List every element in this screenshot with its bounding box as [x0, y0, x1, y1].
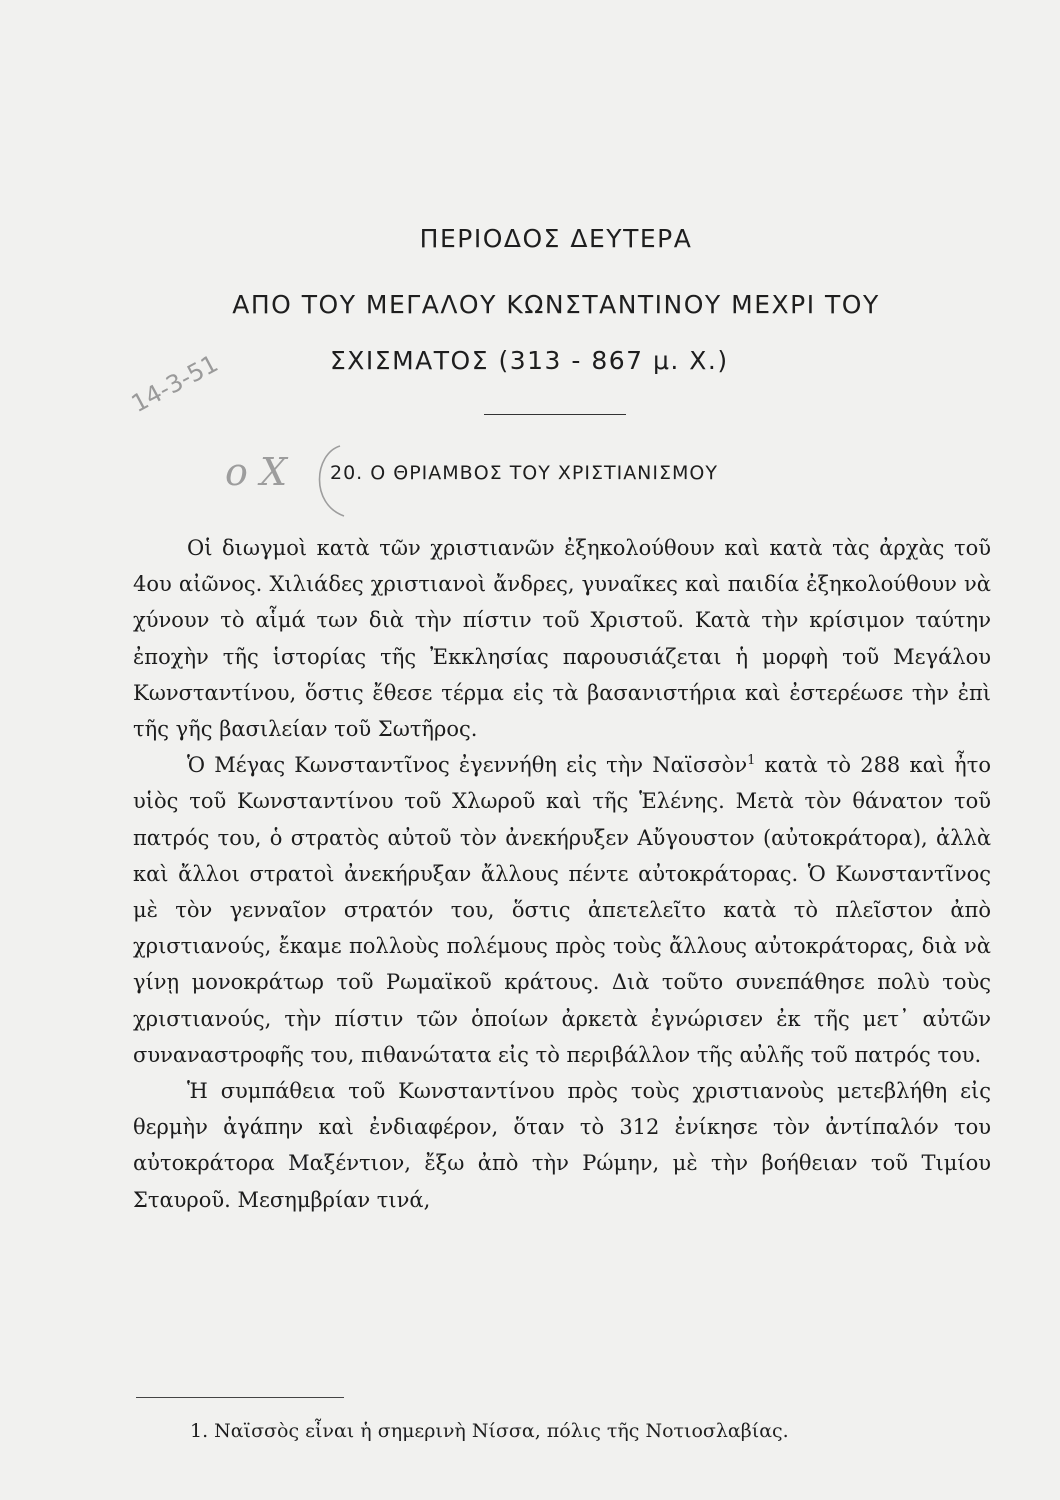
body-text — [133, 530, 991, 1218]
section-heading: 20. Ο ΘΡΙΑΜΒΟΣ ΤΟΥ ΧΡΙΣΤΙΑΝΙΣΜΟΥ — [330, 462, 718, 484]
pencil-date-annotation: 14-3-51 — [126, 349, 223, 418]
paragraph-1: Οἱ διωγμοὶ κατὰ τῶν χριστιανῶν ἐξηκολούθουν καὶ κατὰ τὰς ἀρχὰς τοῦ 4ου αἰῶνος. Χιλιάδες χριστιανοὶ ἄνδρες, γυναῖκες καὶ παιδία ἐξηκολούθουν νὰ χύνουν τὸ αἷμά των διὰ τὴν πίστιν τοῦ Χριστοῦ. Κατὰ τὴν κρίσιμον ταύτην ἐποχὴν τῆς ἱστορίας τῆς Ἐκκλησίας παρουσιάζεται ἡ μορφὴ τοῦ Μεγάλου Κωνσταντίνου, ὅστις ἔθεσε τέρμα εἰς τὰ βασανιστήρια καὶ ἐστερέωσε τὴν ἐπὶ τῆς γῆς βασιλείαν τοῦ Σωτῆρος. — [133, 536, 991, 742]
era-subtitle-line-2: ΣΧΙΣΜΑΤΟΣ (313 - 867 μ. Χ.) — [330, 346, 729, 375]
title-divider — [484, 414, 626, 415]
paragraph-2-start: Ὁ Μέγας Κωνσταντῖνος ἐγεννήθη εἰς τὴν Ναϊσσὸν — [187, 753, 748, 778]
era-subtitle-line-1: ΑΠΟ ΤΟΥ ΜΕΓΑΛΟΥ ΚΩΝΣΤΑΝΤΙΝΟΥ ΜΕΧΡΙ ΤΟΥ — [232, 290, 880, 319]
footnote-reference[interactable]: 1 — [747, 753, 756, 769]
footnote: 1. Ναϊσσὸς εἶναι ἡ σημερινὴ Νίσσα, πόλις τῆς Νοτιοσλαβίας. — [190, 1420, 789, 1442]
paragraph-2 — [133, 747, 991, 1073]
footnote-divider — [136, 1397, 344, 1398]
paragraph-2-rest: κατὰ τὸ 288 καὶ ἦτο υἱὸς τοῦ Κωνσταντίνου τοῦ Χλωροῦ καὶ τῆς Ἑλένης. Μετὰ τὸν θάνατον τοῦ πατρός του, ὁ στρατὸς αὐτοῦ τὸν ἀνεκήρυξεν Αὔγουστον (αὐτοκράτορα), ἀλλὰ καὶ ἄλλοι στρατοὶ ἀνεκήρυξαν ἄλλους πέντε αὐτοκράτορας. Ὁ Κωνσταντῖνος μὲ τὸν γενναῖον στρατόν του, ὅστις ἀπετελεῖτο κατὰ τὸ πλεῖστον ἀπὸ χριστιανούς, ἔκαμε πολλοὺς πολέμους πρὸς τοὺς ἄλλους αὐτοκράτορας, διὰ νὰ γίνῃ μονοκράτωρ τοῦ Ρωμαϊκοῦ κράτους. Διὰ τοῦτο συνεπάθησε πολὺ τοὺς χριστιανούς, τὴν πίστιν τῶν ὁποίων ἀρκετὰ ἐγνώρισεν ἐκ τῆς μετ᾽ αὐτῶν συναναστροφῆς του, πιθανώτατα εἰς τὸ περιβάλλον τῆς αὐλῆς τοῦ πατρός του. — [133, 753, 991, 1067]
pencil-initials-annotation: ο Χ — [225, 450, 288, 494]
period-title: ΠΕΡΙΟΔΟΣ ΔΕΥΤΕΡΑ — [419, 224, 693, 253]
paragraph-3: Ἡ συμπάθεια τοῦ Κωνσταντίνου πρὸς τοὺς χριστιανοὺς μετεβλήθη εἰς θερμὴν ἀγάπην καὶ ἐνδιαφέρον, ὅταν τὸ 312 ἐνίκησε τὸν ἀντίπαλόν του αὐτοκράτορα Μαξέντιον, ἔξω ἀπὸ τὴν Ρώμην, μὲ τὴν βοήθειαν τοῦ Τιμίου Σταυροῦ. Μεσημβρίαν τινά, — [133, 1079, 991, 1212]
